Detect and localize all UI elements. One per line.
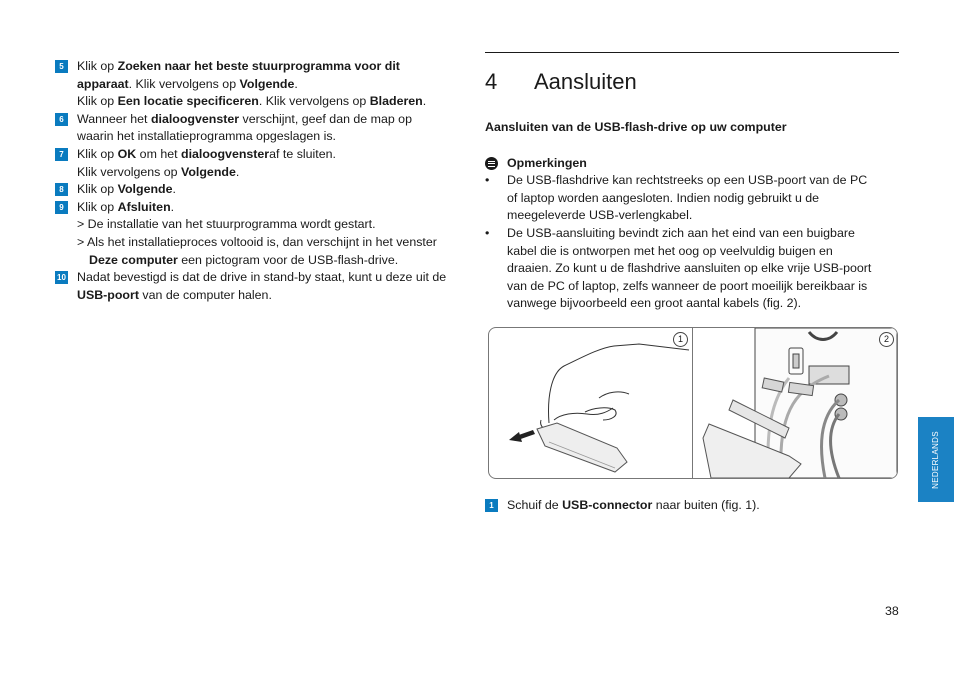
step-item xyxy=(55,181,471,199)
figure-divider xyxy=(692,328,693,478)
step-number-badge: 5 xyxy=(55,60,68,73)
step-line: USB-poort van de computer halen. xyxy=(77,287,272,302)
step-line: Klik op OK om het dialoogvensteraf te sluiten. xyxy=(77,146,336,161)
note-bullet xyxy=(485,225,899,313)
step-number-badge: 7 xyxy=(55,148,68,161)
usb-illustration xyxy=(489,328,897,478)
usb-drive-body xyxy=(537,423,627,472)
step-line: > Als het installatieproces voltooid is, dan verschijnt in het venster xyxy=(77,234,437,249)
hand-drawing xyxy=(541,344,689,436)
note-icon xyxy=(485,157,498,170)
bullet-line: van de PC of laptop, zelfs wanneer de poort moeilijk bereikbaar is xyxy=(507,278,868,293)
step-item xyxy=(55,269,471,304)
notes-heading xyxy=(485,155,899,173)
caption-post: naar buiten (fig. 1). xyxy=(652,498,760,512)
step-item xyxy=(55,58,471,111)
page-number: 38 xyxy=(885,604,899,618)
bullet-line: of laptop worden aangesloten. Indien nodig gebruikt u de xyxy=(507,190,820,205)
notes-list xyxy=(485,172,899,313)
step-number-badge: 8 xyxy=(55,183,68,196)
step-line: Klik op Afsluiten. xyxy=(77,199,175,214)
caption-bold: USB-connector xyxy=(562,498,653,512)
figure-label-2: 2 xyxy=(879,332,894,347)
bullet-line: De USB-flashdrive kan rechtstreeks op een USB-poort van de PC xyxy=(507,173,868,188)
section-heading xyxy=(485,67,899,97)
bullet-line: meegeleverde USB-verlengkabel. xyxy=(507,208,693,223)
step-number-badge: 6 xyxy=(55,113,68,126)
step-number-badge: 9 xyxy=(55,201,68,214)
section-column xyxy=(485,52,899,313)
bullet-dot: • xyxy=(485,225,490,240)
section-subheading: Aansluiten van de USB-flash-drive op uw computer xyxy=(485,120,787,134)
step-number-badge: 10 xyxy=(55,271,68,284)
step-item xyxy=(55,111,471,146)
bullet-dot: • xyxy=(485,173,490,188)
caption-pre: Schuif de xyxy=(507,498,563,512)
step-line: Nadat bevestigd is dat de drive in stand-by staat, kunt u deze uit de xyxy=(77,270,447,285)
bullet-line: kabel die is ontworpen met het oog op veelvuldig buigen en xyxy=(507,243,833,258)
notes-heading-label: Opmerkingen xyxy=(507,155,587,170)
step-line: Deze computer een pictogram voor de USB-flash-drive. xyxy=(89,252,399,267)
step-line: apparaat. Klik vervolgens op Volgende. xyxy=(77,76,298,91)
illustration-panel xyxy=(488,327,898,479)
instructions-column xyxy=(55,58,471,304)
step-line: Klik op Volgende. xyxy=(77,182,176,197)
bullet-line: De USB-aansluiting bevindt zich aan het eind van een buigbare xyxy=(507,225,855,240)
step-line: waarin het installatieprogramma opgeslagen is. xyxy=(77,129,336,144)
arrow-out xyxy=(509,430,535,442)
figure-label-1: 1 xyxy=(673,332,688,347)
step-line: Klik op Een locatie specificeren. Klik vervolgens op Bladeren. xyxy=(77,94,427,109)
step-line: Wanneer het dialoogvenster verschijnt, geef dan de map op xyxy=(77,111,412,126)
language-tab xyxy=(918,417,954,502)
figure-caption xyxy=(485,497,921,515)
section-number: 4 xyxy=(485,69,498,94)
note-bullet xyxy=(485,172,899,225)
step-line: Klik op Zoeken naar het beste stuurprogramma voor dit xyxy=(77,59,400,73)
step-item xyxy=(55,199,471,269)
step-line: Klik vervolgens op Volgende. xyxy=(77,164,240,179)
section-rule xyxy=(485,52,899,53)
section-title: Aansluiten xyxy=(534,69,637,94)
language-tab-label: NEDERLANDS xyxy=(931,430,941,489)
step-line: > De installatie van het stuurprogramma wordt gestart. xyxy=(77,217,376,232)
step-item xyxy=(55,146,471,181)
bullet-line: draaien. Zo kunt u de flashdrive aansluiten op elke vrije USB-poort xyxy=(507,261,872,276)
bullet-line: vanwege bijvoorbeeld een groot aantal kabels (fig. 2). xyxy=(507,296,802,311)
caption-step-badge: 1 xyxy=(485,499,498,512)
